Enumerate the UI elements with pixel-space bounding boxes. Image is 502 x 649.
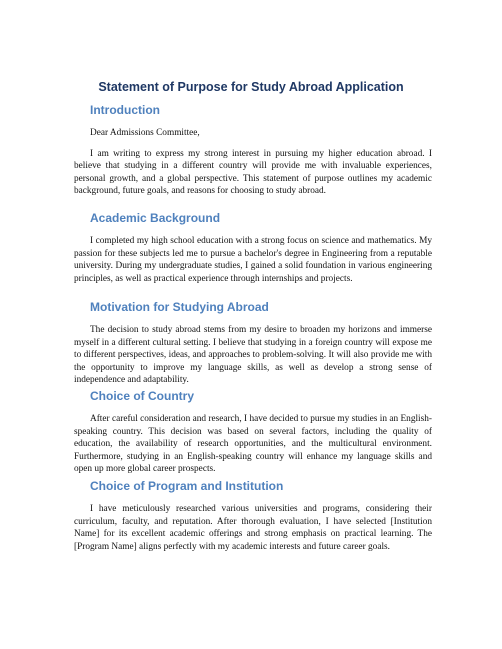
section-motivation [74, 299, 432, 387]
section-introduction [74, 102, 432, 198]
paragraph: I have meticulously researched various universities and programs, considering their curriculum, faculty, and reputation. After thorough evaluation, I have selected [Institution Name] for its excellent academic offerings and strong emphasis on practical learning. The [Program Name] aligns perfectly with my academic interests and future career goals. [74, 504, 432, 552]
salutation: Dear Admissions Committee, [90, 128, 200, 138]
section-choice-of-program [74, 478, 432, 553]
section-heading: Motivation for Studying Abroad [90, 300, 269, 314]
section-academic-background [74, 210, 432, 285]
paragraph: I am writing to express my strong interest in pursuing my higher education abroad. I believe that studying in a different country will provide me with invaluable experiences, personal growth, and a global perspective. This statement of purpose outlines my academic background, future goals, and reasons for choosing to study abroad. [74, 148, 432, 197]
section-heading: Academic Background [90, 211, 221, 225]
section-heading: Choice of Program and Institution [90, 479, 284, 493]
paragraph: After careful consideration and research, I have decided to pursue my studies in an English-speaking country. This decision was based on several factors, including the quality of education, the availability of research opportunities, and the multicultural environment. Furthermore, studying in an English-speaking country will enhance my language skills and open up more global career prospects. [74, 414, 432, 475]
section-heading: Introduction [90, 103, 160, 117]
section-choice-of-country [74, 388, 432, 476]
section-heading: Choice of Country [90, 389, 194, 403]
paragraph: I completed my high school education with a strong focus on science and mathematics. My passion for these subjects led me to pursue a bachelor's degree in Engineering from a reputable university. During my undergraduate studies, I gained a solid foundation in various engineering principles, as well as practical experience through internships and projects. [74, 236, 432, 284]
paragraph: The decision to study abroad stems from my desire to broaden my horizons and immerse myself in a different cultural setting. I believe that studying in a foreign country will expose me to different perspectives, ideas, and approaches to problem-solving. It will also provide me with the opportunity to improve my language skills, as well as develop a strong sense of independence and adaptability. [74, 325, 432, 386]
document-title: Statement of Purpose for Study Abroad Application [98, 80, 404, 94]
